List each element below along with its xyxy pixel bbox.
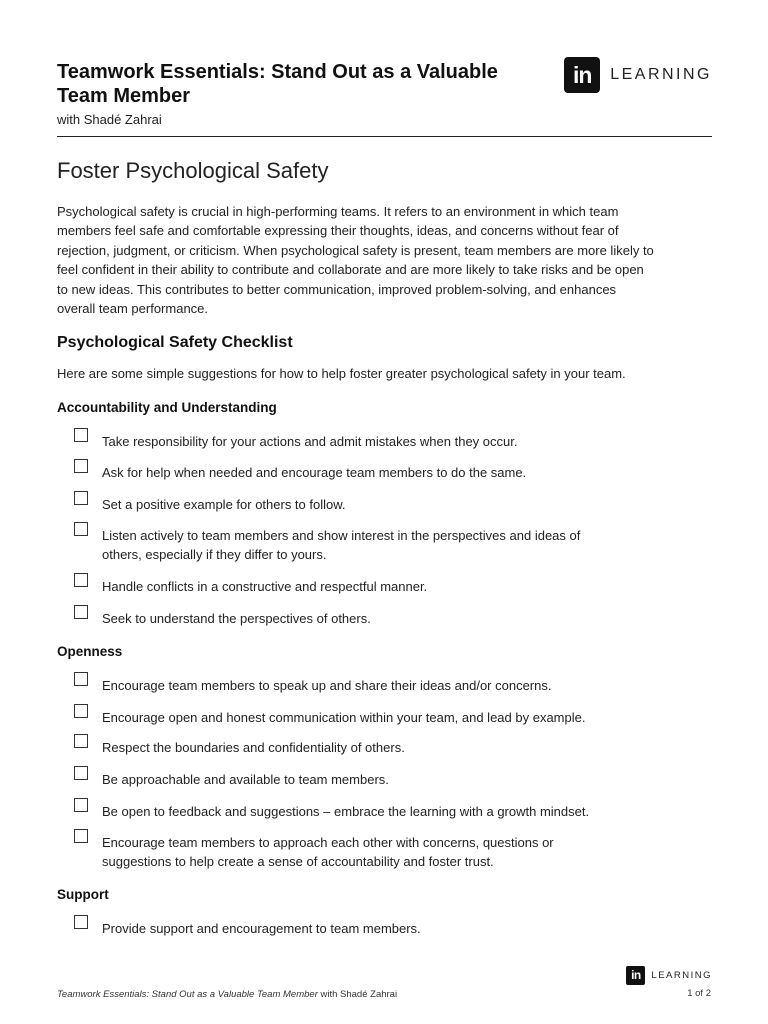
section-title: Foster Psychological Safety <box>57 158 329 183</box>
checkbox[interactable] <box>74 605 88 619</box>
document-header <box>57 60 712 137</box>
checklist-item-text: Encourage team members to speak up and share their ideas and/or concerns. <box>102 678 552 693</box>
checklist-item-text: Respect the boundaries and confidentiality of others. <box>102 740 405 755</box>
footer-brand-wordmark: LEARNING <box>651 970 712 981</box>
checklist-intro: Here are some simple suggestions for how to help foster greater psychological safety in your team. <box>57 366 626 381</box>
checklist-item-text: Ask for help when needed and encourage team members to do the same. <box>102 465 527 480</box>
checklist-item-text: Take responsibility for your actions and admit mistakes when they occur. <box>102 434 518 449</box>
checklist-item-text: Listen actively to team members and show interest in the perspectives and ideas of others, especially if they differ to yours. <box>102 528 581 563</box>
checkbox[interactable] <box>74 766 88 780</box>
linkedin-learning-logo <box>564 57 712 93</box>
document-author: with Shadé Zahrai <box>57 112 162 127</box>
checklist-item-text: Provide support and encouragement to team members. <box>102 921 421 936</box>
linkedin-in-icon: in <box>564 57 600 93</box>
group-title-support: Support <box>57 887 109 902</box>
checklist-item-text: Be open to feedback and suggestions – embrace the learning with a growth mindset. <box>102 804 590 819</box>
page-number: 1 of 2 <box>687 988 711 999</box>
footer-author: with Shadé Zahrai <box>317 989 398 1000</box>
checklist-item-text: Encourage team members to approach each other with concerns, questions or suggestions to help create a sense of accountability and foster trust. <box>102 835 554 870</box>
checkbox[interactable] <box>74 672 88 686</box>
checkbox[interactable] <box>74 734 88 748</box>
checkbox[interactable] <box>74 522 88 536</box>
document-title: Teamwork Essentials: Stand Out as a Valuable Team Member <box>57 61 498 107</box>
linkedin-in-icon: in <box>626 966 645 985</box>
checklist-item-text: Set a positive example for others to follow. <box>102 497 346 512</box>
checkbox[interactable] <box>74 798 88 812</box>
checklist-item-text: Seek to understand the perspectives of others. <box>102 611 371 626</box>
checkbox[interactable] <box>74 573 88 587</box>
checkbox[interactable] <box>74 915 88 929</box>
checklist-item-text: Be approachable and available to team members. <box>102 772 389 787</box>
checkbox[interactable] <box>74 491 88 505</box>
checklist-title: Psychological Safety Checklist <box>57 334 293 351</box>
checklist-item-text: Handle conflicts in a constructive and respectful manner. <box>102 579 428 594</box>
group-title-openness: Openness <box>57 644 123 659</box>
checklist-item-text: Encourage open and honest communication within your team, and lead by example. <box>102 710 586 725</box>
footer-course-title: Teamwork Essentials: Stand Out as a Valuable Team Member <box>57 989 318 1000</box>
intro-paragraph: Psychological safety is crucial in high-performing teams. It refers to an environment in which team members feel safe and comfortable expressing their thoughts, ideas, and concerns without fear of rejection, judgment, or criticism. When psychological safety is present, team members are more likely to feel confident in their ability to contribute and collaborate and are more likely to take risks and be open to new ideas. This contributes to better communication, improved problem-solving, and enhances overall team performance. <box>57 204 654 317</box>
checkbox[interactable] <box>74 428 88 442</box>
footer-linkedin-learning-logo <box>626 966 712 985</box>
footer-course-line <box>57 989 397 1000</box>
checkbox[interactable] <box>74 704 88 718</box>
checkbox[interactable] <box>74 829 88 843</box>
brand-wordmark: LEARNING <box>610 66 712 83</box>
group-title-accountability: Accountability and Understanding <box>57 400 277 415</box>
checkbox[interactable] <box>74 459 88 473</box>
